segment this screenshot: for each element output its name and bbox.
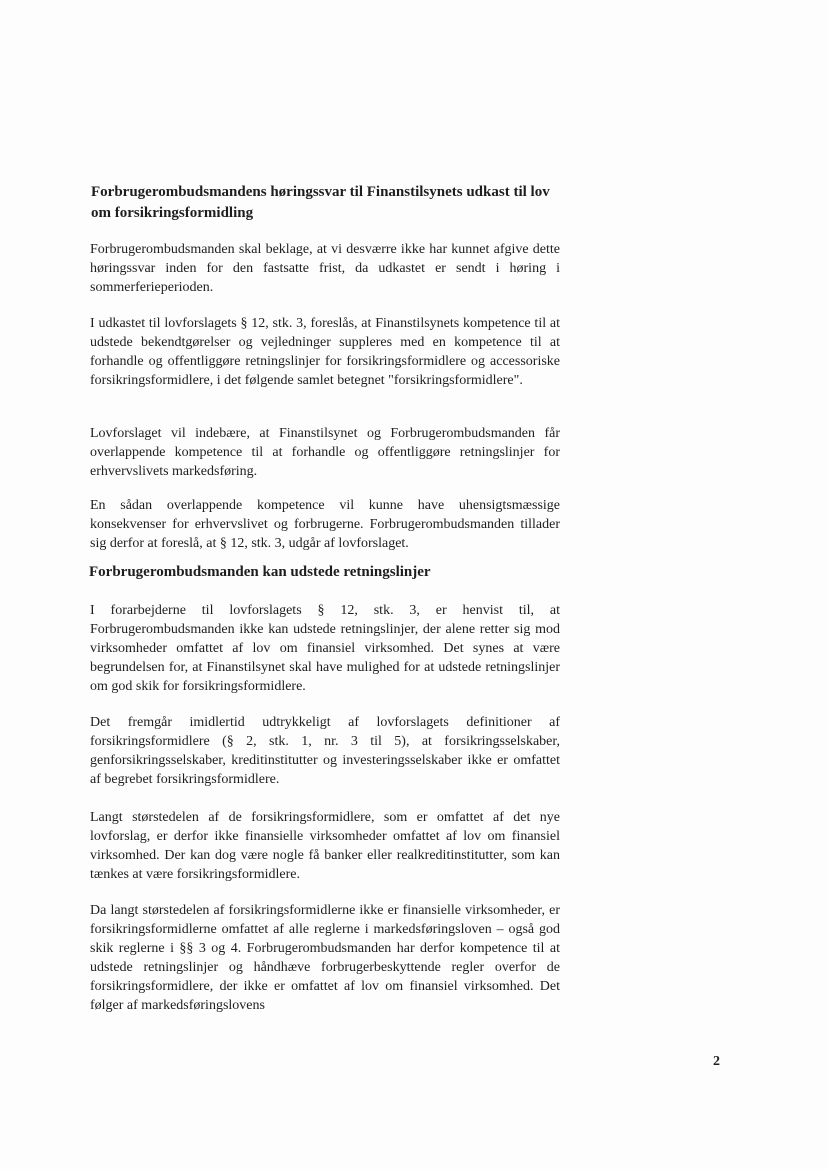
page-number: 2 [713, 1054, 720, 1069]
section-heading: Forbrugerombudsmanden kan udstede retningslinjer [89, 564, 431, 580]
paragraph: Lovforslaget vil indebære, at Finanstilsynet og Forbrugerombudsmanden får overlappende kompetence til at forhandle og offentliggøre retningslinjer for erhvervslivets markedsføring. [90, 426, 560, 479]
paragraph: I udkastet til lovforslagets § 12, stk. 3, foreslås, at Finanstilsynets kompetence til at udstede bekendtgørelser og vejledninger suppleres med en kompetence til at forhandle og offentliggøre retningslinjer for forsikringsformidlere og accessoriske forsikringsformidlere, i det følgende samlet betegnet "forsikringsformidlere". [90, 316, 560, 388]
paragraph: Det fremgår imidlertid udtrykkeligt af lovforslagets definitioner af forsikringsformidlere (§ 2, stk. 1, nr. 3 til 5), at forsikringsselskaber, genforsikringsselskaber, kreditinstitutter og investeringsselskaber ikke er omfattet af begrebet forsikringsformidlere. [90, 715, 560, 787]
paragraph: Langt størstedelen af de forsikringsformidlere, som er omfattet af det nye lovforslag, er derfor ikke finansielle virksomheder omfattet af lov om finansiel virksomhed. Der kan dog være nogle få banker eller realkreditinstitutter, som kan tænkes at være forsikringsformidlere. [90, 810, 560, 882]
paragraph: Forbrugerombudsmanden skal beklage, at vi desværre ikke har kunnet afgive dette høringssvar inden for den fastsatte frist, da udkastet er sendt i høring i sommerferieperioden. [90, 242, 560, 295]
paragraph: En sådan overlappende kompetence vil kunne have uhensigtsmæssige konsekvenser for erhvervslivet og forbrugerne. Forbrugerombudsmanden tillader sig derfor at foreslå, at § 12, stk. 3, udgår af lovforslaget. [90, 498, 560, 551]
paragraph: I forarbejderne til lovforslagets § 12, stk. 3, er henvist til, at Forbrugerombudsmanden ikke kan udstede retningslinjer, der alene retter sig mod virksomheder omfattet af lov om finansiel virksomhed. Det synes at være begrundelsen for, at Finanstilsynet skal have mulighed for at udstede retningslinjer om god skik for forsikringsformidlere. [90, 603, 560, 694]
paragraph: Da langt størstedelen af forsikringsformidlerne ikke er finansielle virksomheder, er forsikringsformidlerne omfattet af alle reglerne i markedsføringsloven – også god skik reglerne i §§ 3 og 4. Forbrugerombudsmanden har derfor kompetence til at udstede retningslinjer og håndhæve forbrugerbeskyttende regler overfor de forsikringsformidlere, der ikke er omfattet af lov om finansiel virksomhed. Det følger af markedsføringslovens [90, 903, 560, 1013]
document-title: Forbrugerombudsmandens høringssvar til Finanstilsynets udkast til lov om forsikringsformidling [91, 184, 550, 221]
